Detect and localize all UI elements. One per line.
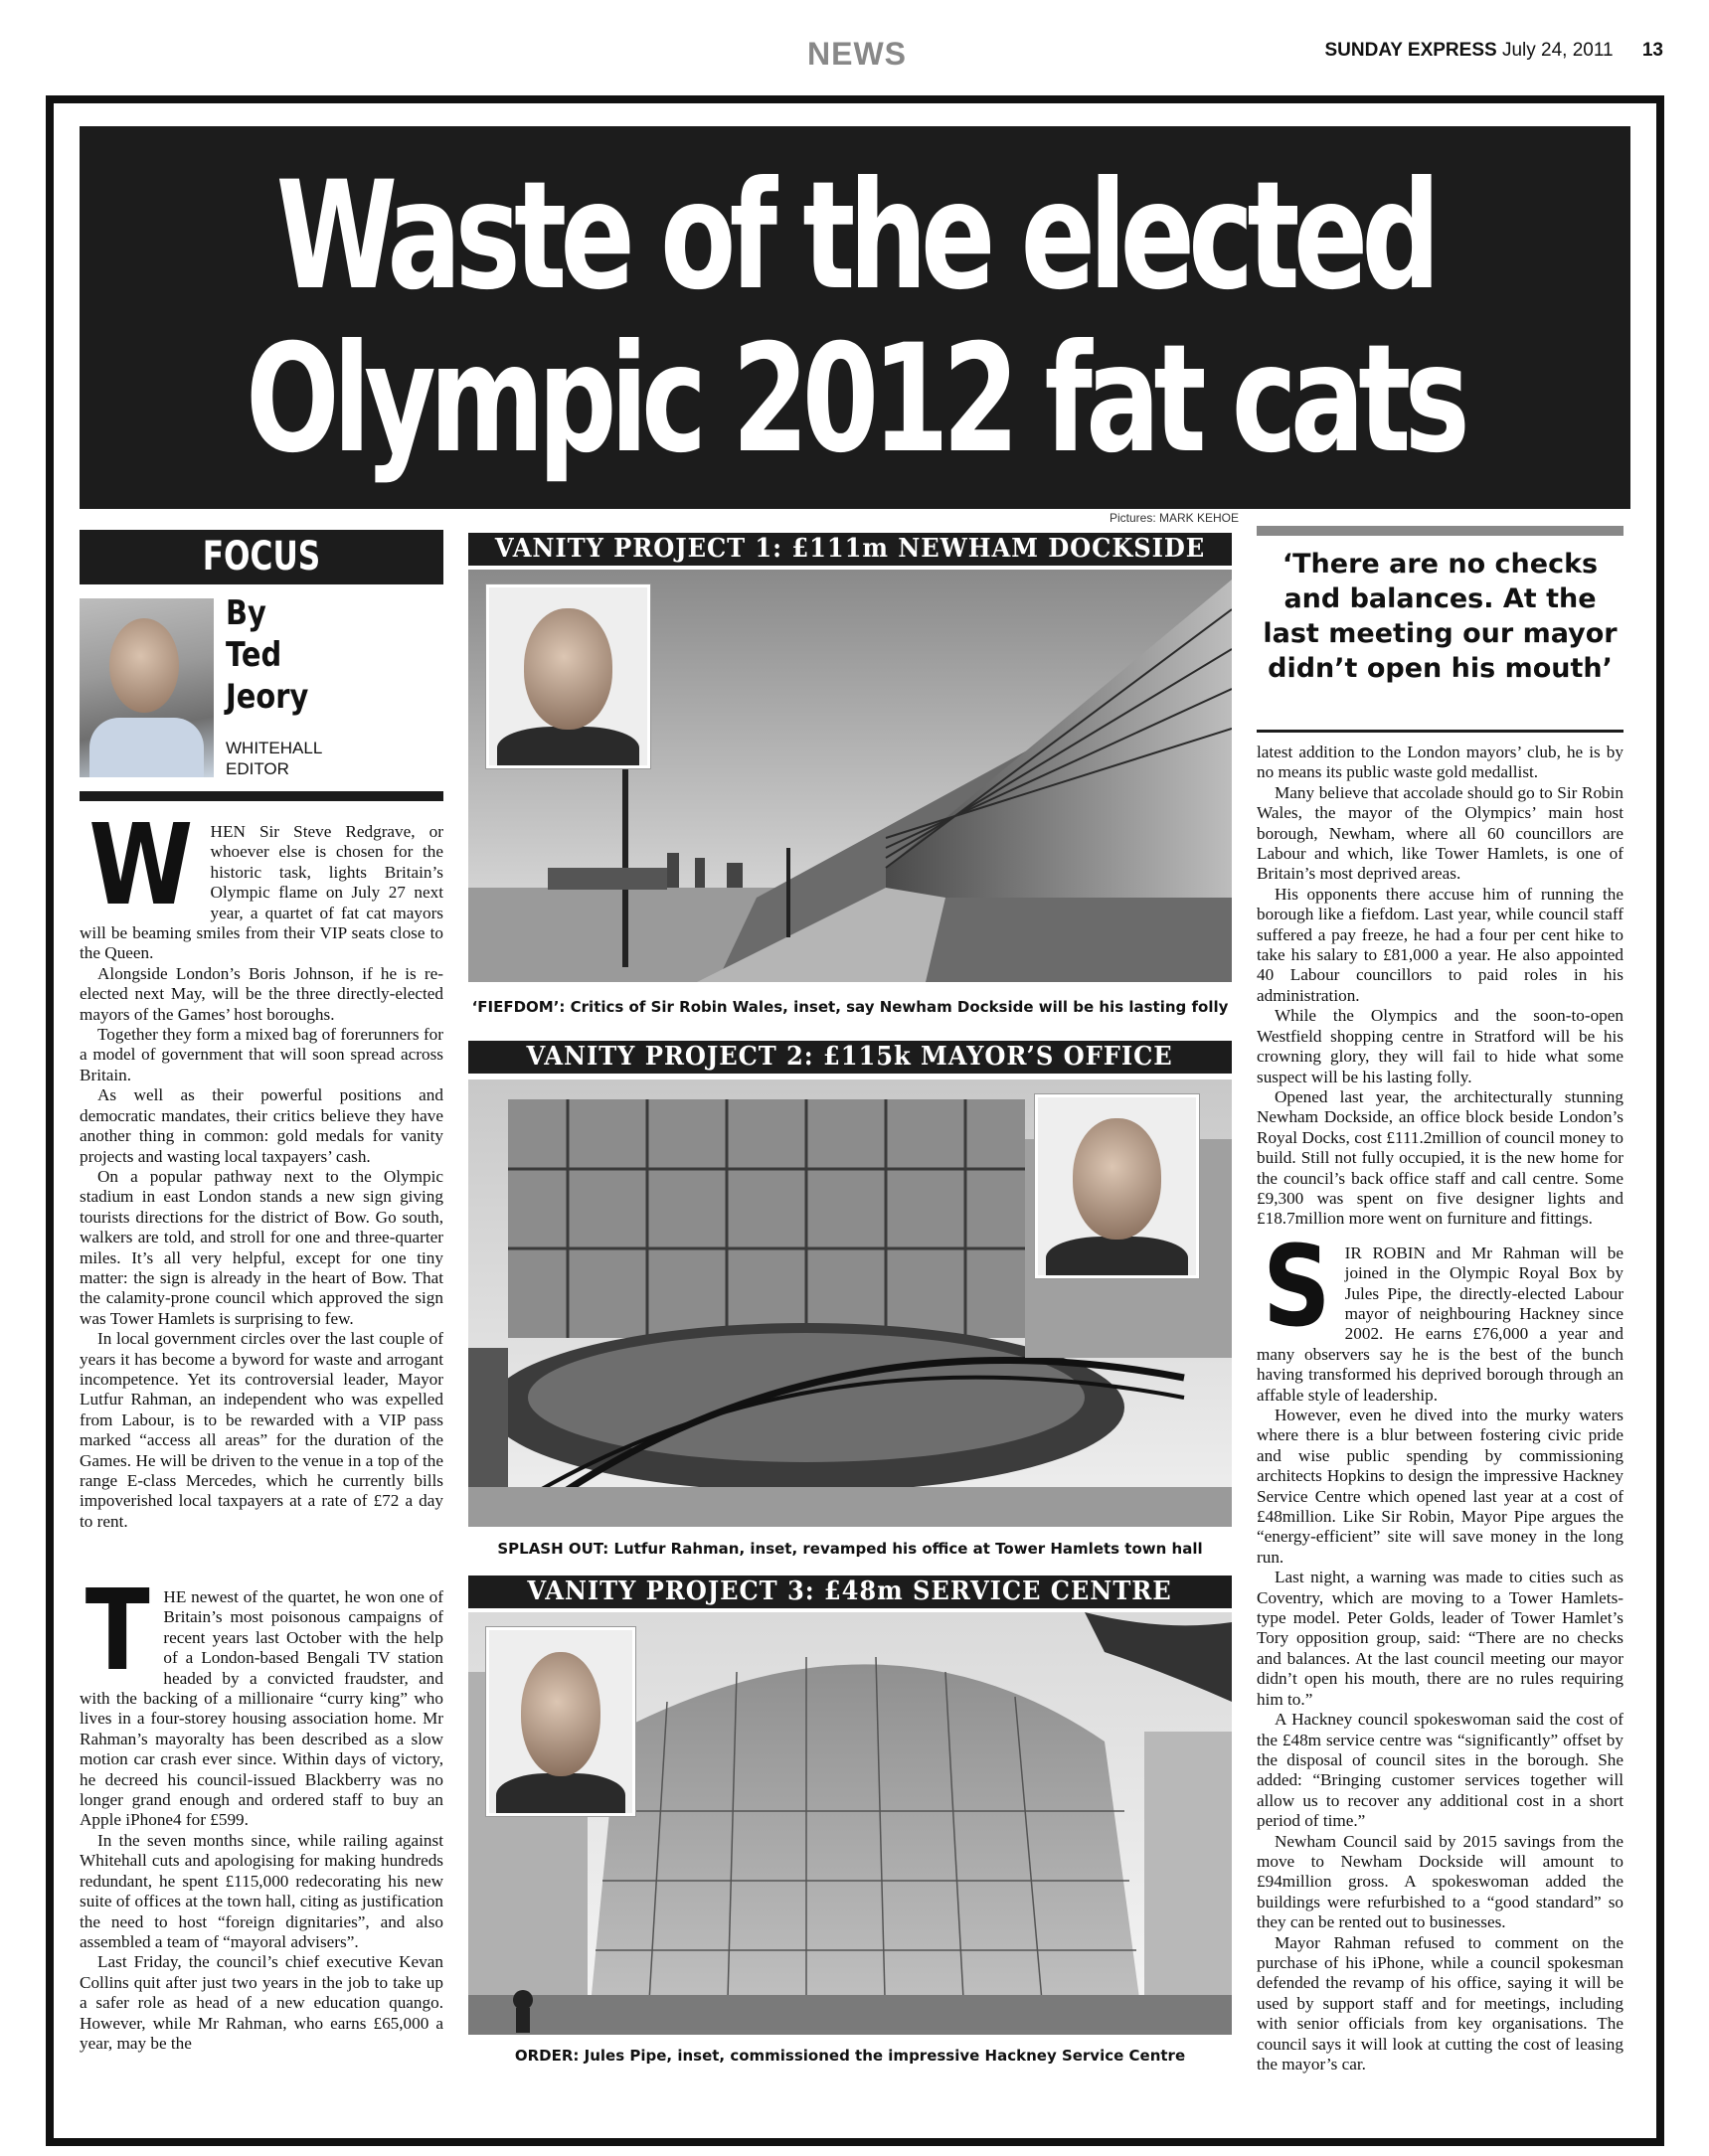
- right-column-body: [1257, 743, 1624, 2074]
- drop-cap: W: [88, 801, 194, 930]
- paragraph: latest addition to the London mayors’ club, he is by no means its public waste gold medallist.: [1257, 743, 1624, 782]
- masthead: [1324, 40, 1663, 62]
- author-role: [226, 738, 322, 779]
- byline-first-name: Ted: [226, 635, 282, 675]
- pull-quote: ‘There are no checks and balances. At the last meeting our mayor didn’t open his mouth’: [1263, 549, 1618, 684]
- paragraph: On a popular pathway next to the Olympic stadium in east London stands a new sign giving tourists directions for the district of Bow. Go south, walkers are told, and stroll for one and three-quarter miles. It’s all very helpful, except for one tiny matter: the sign is already in the heart of Bow. That the calamity-prone council which approved the sign was Tower Hamlets is surprising to few.: [80, 1166, 443, 1328]
- paragraph: [1257, 1222, 1624, 1406]
- paragraph: [80, 801, 443, 964]
- paragraph: Mayor Rahman refused to comment on the purchase of his iPhone, while a council spokesman defended the revamp of his office, saying it will be used by support staff and for meetings, including with senior officials from key organisations. The council says it will look at cutting the cost of leasing the mayor’s car.: [1257, 1932, 1624, 2073]
- section-label: NEWS: [807, 36, 907, 72]
- inset-body: [497, 727, 639, 768]
- vanity-project-1-title-text: VANITY PROJECT 1: £111m NEWHAM DOCKSIDE: [494, 534, 1206, 564]
- byline: [226, 592, 308, 718]
- photo-credit: Pictures: MARK KEHOE: [1109, 511, 1239, 525]
- paragraph: His opponents there accuse him of running the borough like a fiefdom. Last year, while council staff suffered a pay freeze, he had a four per cent hike to take his salary to £81,000 a year. He also appointed 40 Labour councillors to paid roles in his administration.: [1257, 884, 1624, 1005]
- paragraph: Alongside London’s Boris Johnson, if he is re-elected next May, will be the three directly-elected mayors of the Games’ host boroughs.: [80, 963, 443, 1024]
- inset-head: [521, 1652, 601, 1776]
- inset-head: [524, 608, 612, 730]
- paragraph: Many believe that accolade should go to Sir Robin Wales, the mayor of the Olympics’ main host borough, Newham, where all 60 councillors are Labour and which, like Tower Hamlets, is one of Britain’s most deprived areas.: [1257, 782, 1624, 884]
- headline-line-1: Waste of the elected: [275, 149, 1435, 323]
- paragraph-text: IR ROBIN and Mr Rahman will be joined in the Olympic Royal Box by Jules Pipe, the directly-elected Labour mayor of neighbouring Hackney since 2002. He earns £76,000 a year and many observers say he is the best of the bunch having transformed his deprived borough through an affable style of leadership.: [1257, 1243, 1624, 1405]
- paragraph: In the seven months since, while railing against Whitehall cuts and apologising for making hundreds redundant, he spent £115,000 redecorating his new suite of offices at the town hall, citing as justification the need to host “foreign dignitaries”, and also assembled a team of “mayoral advisers”.: [80, 1830, 443, 1951]
- vanity-project-3-caption: ORDER: Jules Pipe, inset, commissioned the impressive Hackney Service Centre: [514, 2047, 1186, 2065]
- mayors-office-photo: [468, 1079, 1232, 1527]
- author-role-line-2: EDITOR: [226, 759, 289, 778]
- inset-head: [1073, 1118, 1161, 1240]
- author-photo: [80, 598, 214, 777]
- paragraph: As well as their powerful positions and democratic mandates, their critics believe they have another thing in common: gold medals for vanity projects and wasting local taxpayers’ cash.: [80, 1085, 443, 1166]
- vanity-project-2-caption: SPLASH OUT: Lutfur Rahman, inset, revamped his office at Tower Hamlets town hall: [497, 1540, 1203, 1558]
- page-header: [0, 0, 1709, 89]
- inset-body: [496, 1773, 625, 1816]
- paragraph: Last Friday, the council’s chief executive Kevan Collins quit after just two years in the job to take up a safer role as head of a new education quango. However, while Mr Rahman, who earns £65,000 a year, may be the: [80, 1952, 443, 2053]
- newham-dockside-photo: [468, 570, 1232, 982]
- robin-wales-inset: [486, 584, 650, 768]
- page-number: 13: [1641, 40, 1663, 61]
- paragraph: Newham Council said by 2015 savings from the move to Newham Dockside will amount to £94million gross. A spokeswoman added the buildings were refurbished to a “good standard” so they can be rented out to businesses.: [1257, 1831, 1624, 1932]
- left-column-body-1: [80, 801, 443, 1532]
- paragraph-text: HE newest of the quartet, he won one of Britain’s most poisonous campaigns of recent years last October with the help of a London-based Bengali TV station headed by a convicted fraudster, and with the backing of a millionaire “curry king” who lives in a four-storey housing association home. Mr Rahman’s mayoralty has been described as a slow motion car crash ever since. Within days of victory, he decreed his council-issued Blackberry was no longer grand enough and ordered staff to buy an Apple iPhone4 for £599.: [80, 1587, 443, 1830]
- issue-date: July 24, 2011: [1501, 40, 1614, 61]
- headline-line-2: Olympic 2012 fat cats: [246, 312, 1464, 486]
- paragraph: While the Olympics and the soon-to-open Westfield shopping centre in Stratford will be his crowning glory, they will fail to hide what some suspect will be his lasting folly.: [1257, 1006, 1624, 1086]
- vanity-project-3-title-text: VANITY PROJECT 3: £48m SERVICE CENTRE: [527, 1576, 1173, 1606]
- paragraph: A Hackney council spokeswoman said the cost of the £48m service centre was “significantly” offset by the disposal of council sites in the borough. She added: “Bringing customer services together will allow us to recover any additional cost in a short period of time.”: [1257, 1710, 1624, 1831]
- paragraph-text: HEN Sir Steve Redgrave, or whoever else is chosen for the historic task, lights Britain’s Olympic flame on July 27 next year, a quartet of fat cat mayors will be beaming smiles from their VIP seats close to the Queen.: [80, 822, 443, 963]
- jules-pipe-inset: [486, 1627, 635, 1816]
- paragraph: In local government circles over the last couple of years it has become a byword for waste and arrogant incompetence. Yet its controversial leader, Mayor Lutfur Rahman, an independent who was expelled from Labour, is to be rewarded with a VIP pass marked “access all areas” for the duration of the Games. He will be driven to the venue in a top of the range E-class Mercedes, which he currently bills impoverished local taxpayers at a rate of £72 a day to rent.: [80, 1329, 443, 1531]
- paragraph: Opened last year, the architecturally stunning Newham Dockside, an office block beside London’s Royal Docks, cost £111.2million of council money to build. Still not fully occupied, it is the new home for the council’s back office staff and call centre. Some £9,300 was spent on five designer lights and £18.7million more went on furniture and fittings.: [1257, 1086, 1624, 1229]
- byline-last-name: Jeory: [226, 677, 309, 717]
- author-photo-head: [109, 618, 179, 713]
- focus-label: [80, 530, 443, 584]
- drop-cap: T: [85, 1567, 150, 1696]
- inset-body: [1046, 1237, 1188, 1278]
- paper-name: SUNDAY EXPRESS: [1324, 40, 1497, 61]
- left-column-body-2: [80, 1567, 443, 2054]
- lutfur-rahman-inset: [1035, 1094, 1199, 1278]
- service-centre-photo: [468, 1612, 1232, 2035]
- author-role-line-1: WHITEHALL: [226, 739, 323, 757]
- vanity-project-1-title: [468, 533, 1232, 566]
- byline-by: By: [226, 593, 266, 633]
- vanity-project-2-title-text: VANITY PROJECT 2: £115k MAYOR’S OFFICE: [526, 1042, 1174, 1072]
- headline-box: [80, 126, 1630, 509]
- right-rule: [1257, 526, 1624, 536]
- pull-quote-rule: [1257, 730, 1624, 733]
- drop-cap: S: [1263, 1222, 1331, 1352]
- vanity-project-1-caption: ‘FIEFDOM’: Critics of Sir Robin Wales, inset, say Newham Dockside will be his lasting folly: [471, 998, 1229, 1016]
- paragraph: Together they form a mixed bag of forerunners for a model of government that will soon spread across Britain.: [80, 1025, 443, 1084]
- focus-label-text: FOCUS: [202, 534, 321, 580]
- left-rule: [80, 791, 443, 801]
- vanity-project-3-title: [468, 1576, 1232, 1608]
- paragraph: However, even he dived into the murky waters where there is a blur between fostering civic pride and wise public spending by commissioning architects Hopkins to design the impressive Hackney Service Centre which opened last year at a cost of £48million. Like Sir Robin, Mayor Pipe argues the “energy-efficient” site will save money in the long run.: [1257, 1406, 1624, 1567]
- author-photo-shirt: [89, 718, 204, 777]
- paragraph: Last night, a warning was made to cities such as Coventry, which are moving to a Tower Hamlets-type model. Peter Golds, leader of Tower Hamlet’s Tory opposition group, said: “There are no checks and balances. At the last council meeting our mayor didn’t open his mouth, there are no rules requiring him to.”: [1257, 1568, 1624, 1709]
- vanity-project-2-title: [468, 1041, 1232, 1074]
- paragraph: [80, 1567, 443, 1831]
